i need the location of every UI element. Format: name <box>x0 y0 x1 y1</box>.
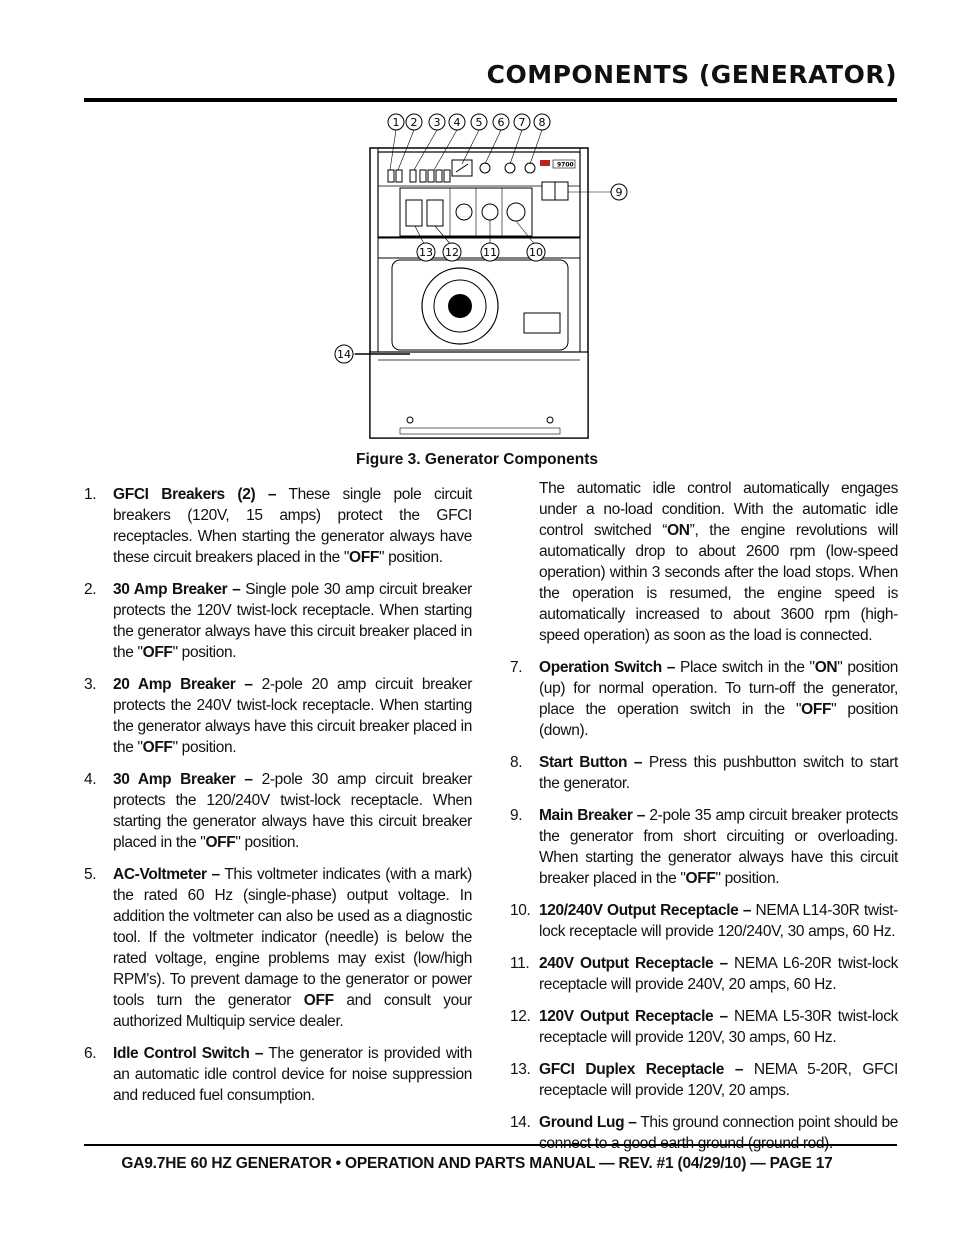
list-item <box>84 579 472 663</box>
list-item <box>84 864 472 1032</box>
item-number: 11. <box>510 955 530 972</box>
svg-text:8: 8 <box>538 116 546 129</box>
svg-text:4: 4 <box>453 116 461 129</box>
callout-1 <box>388 114 404 130</box>
callout-14 <box>335 345 353 363</box>
item-text: This voltmeter indicates (with a mark) the rated 60 Hz (single-phase) output voltage. In addition the voltmeter can also be used as a diagnostic tool. If the voltmeter indicator (needle) is below the rated voltage, engine problems may exist (low/high RPM's). To prevent damage to the generator or power tools turn the generator <box>113 866 472 1009</box>
item-text: This ground connection point should be <box>640 1114 898 1131</box>
page-footer: GA9.7HE 60 HZ GENERATOR • OPERATION AND PARTS MANUAL — REV. #1 (04/29/10) — PAGE 17 <box>121 1155 833 1172</box>
item-emphasis: OFF <box>142 644 173 661</box>
list-item <box>510 900 898 942</box>
item-label: 120/240V Output Receptacle – <box>539 902 752 919</box>
para-text-end: ”, the engine revolutions will automatically drop to about 2600 rpm (low-speed operation) within 3 seconds after the load stops. When the operation is resumed, the engine speed is automatically increased to about 3600 rpm (high-speed operation) as soon as the load is connected. <box>539 522 898 644</box>
left-column <box>84 484 472 1117</box>
item-number: 4. <box>84 771 97 788</box>
header-rule <box>84 98 897 102</box>
item-emphasis: OFF <box>303 992 334 1009</box>
item-text: NEMA L6-20R twist-lock receptacle will provide 240V, 20 amps, 60 Hz. <box>539 955 898 993</box>
item-emphasis: ON <box>814 659 838 676</box>
item-text: These single pole circuit breakers (120V, 15 amps) protect the GFCI receptacles. When starting the generator always have these circuit breakers placed in the " <box>113 486 472 566</box>
item-number: 10. <box>510 902 531 919</box>
svg-text:2: 2 <box>410 116 418 129</box>
list-item <box>510 1006 898 1048</box>
item-text-end: " position. <box>172 644 237 661</box>
item-text-mid: " position. <box>715 870 780 887</box>
item-number: 1. <box>84 486 97 503</box>
right-column <box>510 478 898 1165</box>
item-number: 2. <box>84 581 97 598</box>
callout-11 <box>481 243 499 261</box>
callout-8 <box>534 114 550 130</box>
generator-components-figure <box>330 108 630 443</box>
svg-text:1: 1 <box>392 116 400 129</box>
svg-text:12: 12 <box>445 246 459 259</box>
item-emphasis: OFF <box>205 834 236 851</box>
item-text: 2-pole 20 amp circuit breaker protects the 240V twist-lock receptacle. When starting the generator always have this circuit breaker placed in the " <box>113 676 472 756</box>
callout-3 <box>429 114 445 130</box>
list-item <box>84 769 472 853</box>
para-emphasis: ON <box>667 522 690 539</box>
item-number: 14. <box>510 1114 531 1131</box>
item-text-end: " position. <box>378 549 443 566</box>
item-text: 2-pole 30 amp circuit breaker protects the 120/240V twist-lock receptacle. When starting the generator always have this circuit breaker placed in the " <box>113 771 472 851</box>
callout-2 <box>406 114 422 130</box>
callout-9 <box>611 184 627 200</box>
svg-text:10: 10 <box>529 246 543 259</box>
item-label: GFCI Breakers (2) – <box>113 486 277 503</box>
item-text-end: " position. <box>172 739 237 756</box>
callout-4 <box>449 114 465 130</box>
item-number: 12. <box>510 1008 531 1025</box>
item-label: 20 Amp Breaker – <box>113 676 253 693</box>
item-label: GFCI Duplex Receptacle – <box>539 1061 744 1078</box>
item-text: Press this pushbutton switch to start the generator. <box>539 754 898 792</box>
item-number: 3. <box>84 676 97 693</box>
item-emphasis: OFF <box>349 549 379 566</box>
item-label: 120V Output Receptacle – <box>539 1008 728 1025</box>
callout-6 <box>493 114 509 130</box>
item-number: 13. <box>510 1061 531 1078</box>
item-text: NEMA L5-30R twist-lock receptacle will provide 120V, 30 amps, 60 Hz. <box>539 1008 898 1046</box>
para-text: The automatic idle control automatically engages under a no-load condition. With the automatic idle control switched “ <box>539 480 898 539</box>
item-label: 30 Amp Breaker – <box>113 581 241 598</box>
svg-text:13: 13 <box>419 246 433 259</box>
idle-control-paragraph <box>510 478 898 646</box>
item-emphasis-2: OFF <box>801 701 832 718</box>
list-item <box>84 1043 472 1106</box>
item-label: Ground Lug – <box>539 1114 637 1131</box>
callout-13 <box>417 243 435 261</box>
list-item <box>510 657 898 741</box>
callout-7 <box>514 114 530 130</box>
list-item <box>84 674 472 758</box>
item-label: Main Breaker – <box>539 807 646 824</box>
item-number: 5. <box>84 866 97 883</box>
item-text: Place switch in the " <box>675 659 815 676</box>
svg-text:11: 11 <box>483 246 497 259</box>
item-text: The generator is provided with an automatic idle control device for noise suppression and reduced fuel consumption. <box>113 1045 472 1104</box>
item-number: 6. <box>84 1045 97 1062</box>
item-number: 8. <box>510 754 523 771</box>
list-item <box>510 1059 898 1101</box>
item-emphasis: OFF <box>142 739 173 756</box>
item-label: 240V Output Receptacle – <box>539 955 728 972</box>
callout-12 <box>443 243 461 261</box>
callout-10 <box>527 243 545 261</box>
item-text-end: " position. <box>235 834 300 851</box>
list-item <box>84 484 472 568</box>
item-label: Idle Control Switch – <box>113 1045 264 1062</box>
item-label: Start Button – <box>539 754 643 771</box>
item-label: 30 Amp Breaker – <box>113 771 253 788</box>
svg-text:5: 5 <box>475 116 483 129</box>
generator-diagram <box>330 108 630 443</box>
list-item <box>510 1112 898 1154</box>
page-title: COMPONENTS (GENERATOR) <box>486 60 897 89</box>
svg-text:6: 6 <box>497 116 505 129</box>
list-item <box>510 752 898 794</box>
item-text: NEMA L14-30R twist-lock receptacle will provide 120/240V, 30 amps, 60 Hz. <box>539 902 898 940</box>
item-number: 7. <box>510 659 523 676</box>
svg-text:9: 9 <box>615 186 623 199</box>
item-label: Operation Switch – <box>539 659 676 676</box>
list-item <box>510 953 898 995</box>
item-text-mid: " position (up) for normal operation. To turn-off the generator, place the operation switch in the " <box>539 659 898 718</box>
svg-text:7: 7 <box>518 116 526 129</box>
item-text: NEMA 5-20R, GFCI receptacle will provide 120V, 20 amps. <box>539 1061 898 1099</box>
panel-badge: 9700 <box>557 161 574 169</box>
svg-text:14: 14 <box>337 348 351 361</box>
item-label: AC-Voltmeter – <box>113 866 220 883</box>
callout-5 <box>471 114 487 130</box>
list-item <box>510 805 898 889</box>
item-text: 2-pole 35 amp circuit breaker protects the generator from short circuiting or overloading. When starting the generator always have this circuit breaker placed in the " <box>539 807 898 887</box>
svg-text:3: 3 <box>433 116 441 129</box>
item-emphasis: OFF <box>685 870 716 887</box>
item-text-end: " position (down). <box>539 701 898 739</box>
item-text: Single pole 30 amp circuit breaker protects the 120V twist-lock receptacle. When starting the generator always have this circuit breaker placed in the " <box>113 581 472 661</box>
figure-caption: Figure 3. Generator Components <box>355 451 598 468</box>
item-text-end: and consult your authorized Multiquip service dealer. <box>113 992 472 1030</box>
footer-rule <box>84 1144 897 1146</box>
item-number: 9. <box>510 807 523 824</box>
